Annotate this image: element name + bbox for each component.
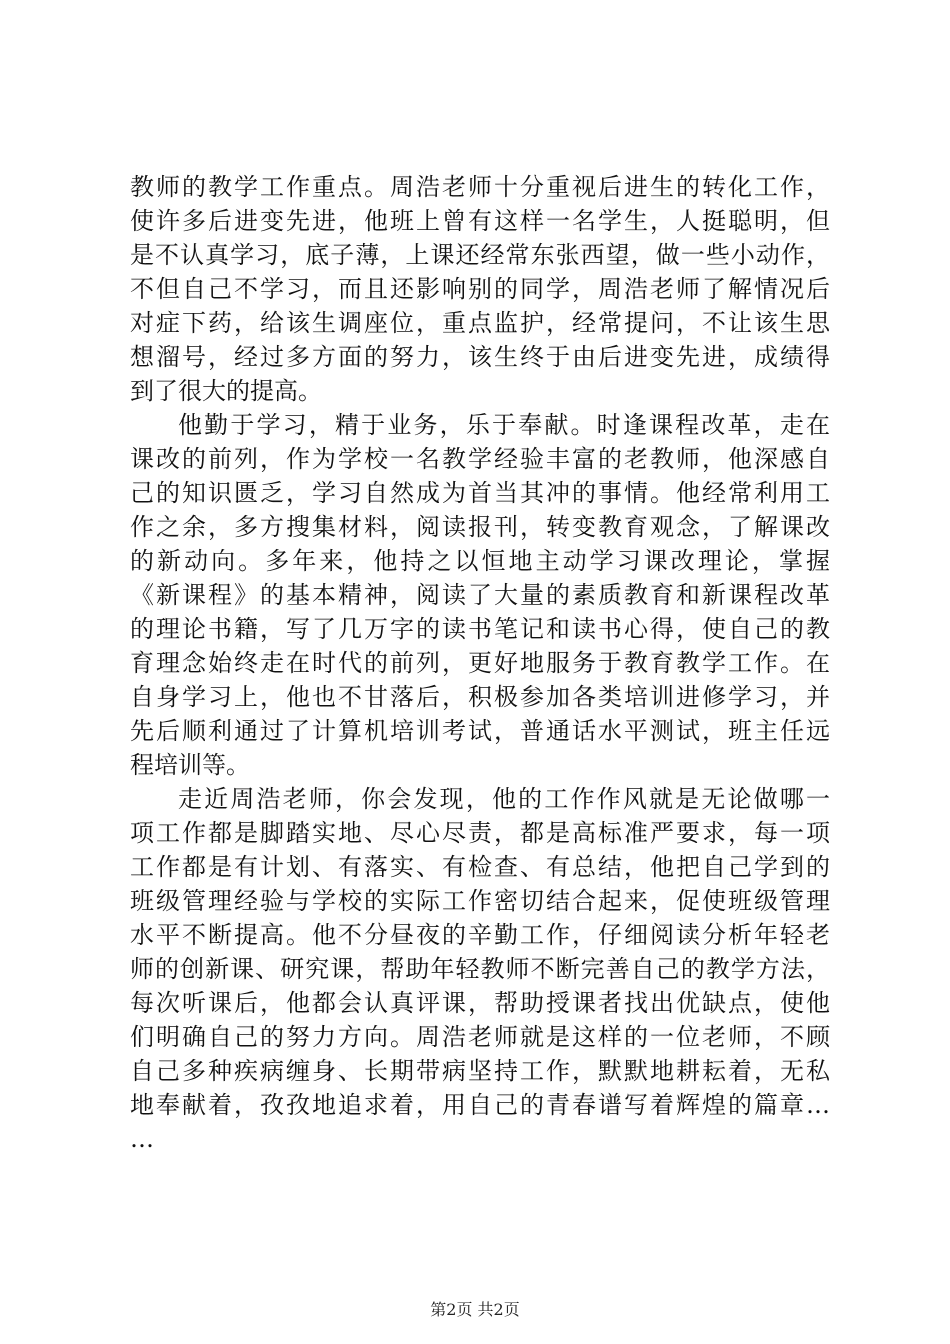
body-text bbox=[130, 170, 830, 1156]
text-line: 班级管理经验与学校的实际工作密切结合起来，促使班级管理 bbox=[130, 887, 830, 915]
text-line: 想溜号，经过多方面的努力，该生终于由后进变先进，成绩得 bbox=[130, 343, 830, 371]
text-line: 地奉献着，孜孜地追求着，用自己的青春谱写着辉煌的篇章… bbox=[130, 1091, 830, 1119]
text-line: 己的知识匮乏，学习自然成为首当其冲的事情。他经常利用工 bbox=[130, 479, 830, 507]
text-line: 教师的教学工作重点。周浩老师十分重视后进生的转化工作， bbox=[130, 173, 830, 201]
text-line: 作之余，多方搜集材料，阅读报刊，转变教育观念，了解课改 bbox=[130, 513, 830, 541]
text-line: 的新动向。多年来，他持之以恒地主动学习课改理论，掌握 bbox=[130, 547, 830, 575]
text-line: 育理念始终走在时代的前列，更好地服务于教育教学工作。在 bbox=[130, 649, 830, 677]
text-line: 工作都是有计划、有落实、有检查、有总结，他把自己学到的 bbox=[130, 853, 830, 881]
text-line: 走近周浩老师，你会发现，他的工作作风就是无论做哪一 bbox=[178, 785, 830, 813]
text-line: 不但自己不学习，而且还影响别的同学，周浩老师了解情况后 bbox=[130, 275, 830, 303]
text-line: 是不认真学习，底子薄，上课还经常东张西望，做一些小动作， bbox=[130, 241, 830, 269]
page-number-footer: 第2页 共2页 bbox=[430, 1300, 520, 1319]
text-line: 先后顺利通过了计算机培训考试，普通话水平测试，班主任远 bbox=[130, 717, 830, 745]
text-line: 水平不断提高。他不分昼夜的辛勤工作，仔细阅读分析年轻老 bbox=[130, 921, 830, 949]
text-line: … bbox=[130, 1125, 154, 1153]
text-line: 们明确自己的努力方向。周浩老师就是这样的一位老师，不顾 bbox=[130, 1023, 830, 1051]
text-line: 的理论书籍，写了几万字的读书笔记和读书心得，使自己的教 bbox=[130, 615, 830, 643]
text-line: 每次听课后，他都会认真评课，帮助授课者找出优缺点，使他 bbox=[130, 989, 830, 1017]
text-line: 课改的前列，作为学校一名教学经验丰富的老教师，他深感自 bbox=[130, 445, 830, 473]
text-line: 他勤于学习，精于业务，乐于奉献。时逢课程改革，走在 bbox=[178, 411, 830, 439]
text-line: 程培训等。 bbox=[130, 751, 250, 779]
text-line: 对症下药，给该生调座位，重点监护，经常提问，不让该生思 bbox=[130, 309, 830, 337]
text-line: 自身学习上，他也不甘落后，积极参加各类培训进修学习，并 bbox=[130, 683, 830, 711]
text-line: 《新课程》的基本精神，阅读了大量的素质教育和新课程改革 bbox=[130, 581, 830, 609]
text-line: 自己多种疾病缠身、长期带病坚持工作，默默地耕耘着，无私 bbox=[130, 1057, 830, 1085]
text-line: 到了很大的提高。 bbox=[130, 377, 322, 405]
text-line: 使许多后进变先进，他班上曾有这样一名学生，人挺聪明，但 bbox=[130, 207, 830, 235]
text-line: 项工作都是脚踏实地、尽心尽责，都是高标准严要求，每一项 bbox=[130, 819, 830, 847]
text-line: 师的创新课、研究课，帮助年轻教师不断完善自己的教学方法， bbox=[130, 955, 830, 983]
